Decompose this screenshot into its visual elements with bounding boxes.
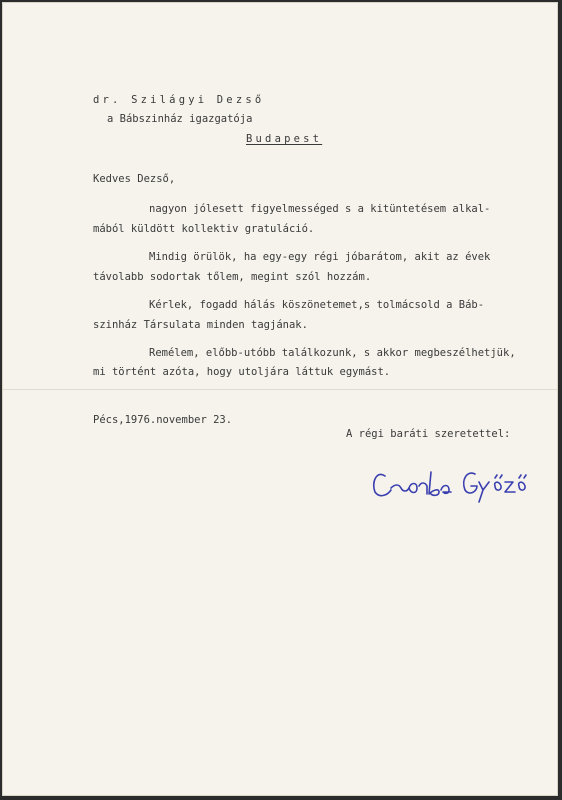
salutation: Kedves Dezső,	[93, 173, 176, 185]
addressee-title: a Bábszinház igazgatója	[107, 113, 253, 125]
body-line: mi történt azóta, hogy utoljára láttuk egymást.	[93, 366, 391, 378]
body-line: szinház Társulata minden tagjának.	[93, 319, 308, 331]
body-line: Kérlek, fogadd hálás köszönetemet,s tolmácsold a Báb-	[149, 299, 485, 311]
paper-fold-line	[3, 389, 557, 390]
body-line: nagyon jólesett figyelmességed s a kitüntetésem alkal-	[149, 203, 491, 215]
body-line: mából küldött kollektiv gratuláció.	[93, 223, 315, 235]
closing-phrase: A régi baráti szeretettel:	[346, 428, 511, 440]
addressee-name: dr. Szilágyi Dezső	[93, 94, 265, 106]
letter-page	[2, 2, 558, 796]
place-date: Pécs,1976.november 23.	[93, 414, 233, 426]
body-line: Mindig örülök, ha egy-egy régi jóbarátom, akit az évek	[149, 251, 491, 263]
addressee-city: Budapest	[246, 133, 323, 145]
body-line: távolabb sodortak tőlem, megint szól hozzám.	[93, 271, 372, 283]
handwritten-signature	[371, 458, 531, 508]
body-line: Remélem, előbb-utóbb találkozunk, s akkor megbeszélhetjük,	[149, 347, 516, 359]
